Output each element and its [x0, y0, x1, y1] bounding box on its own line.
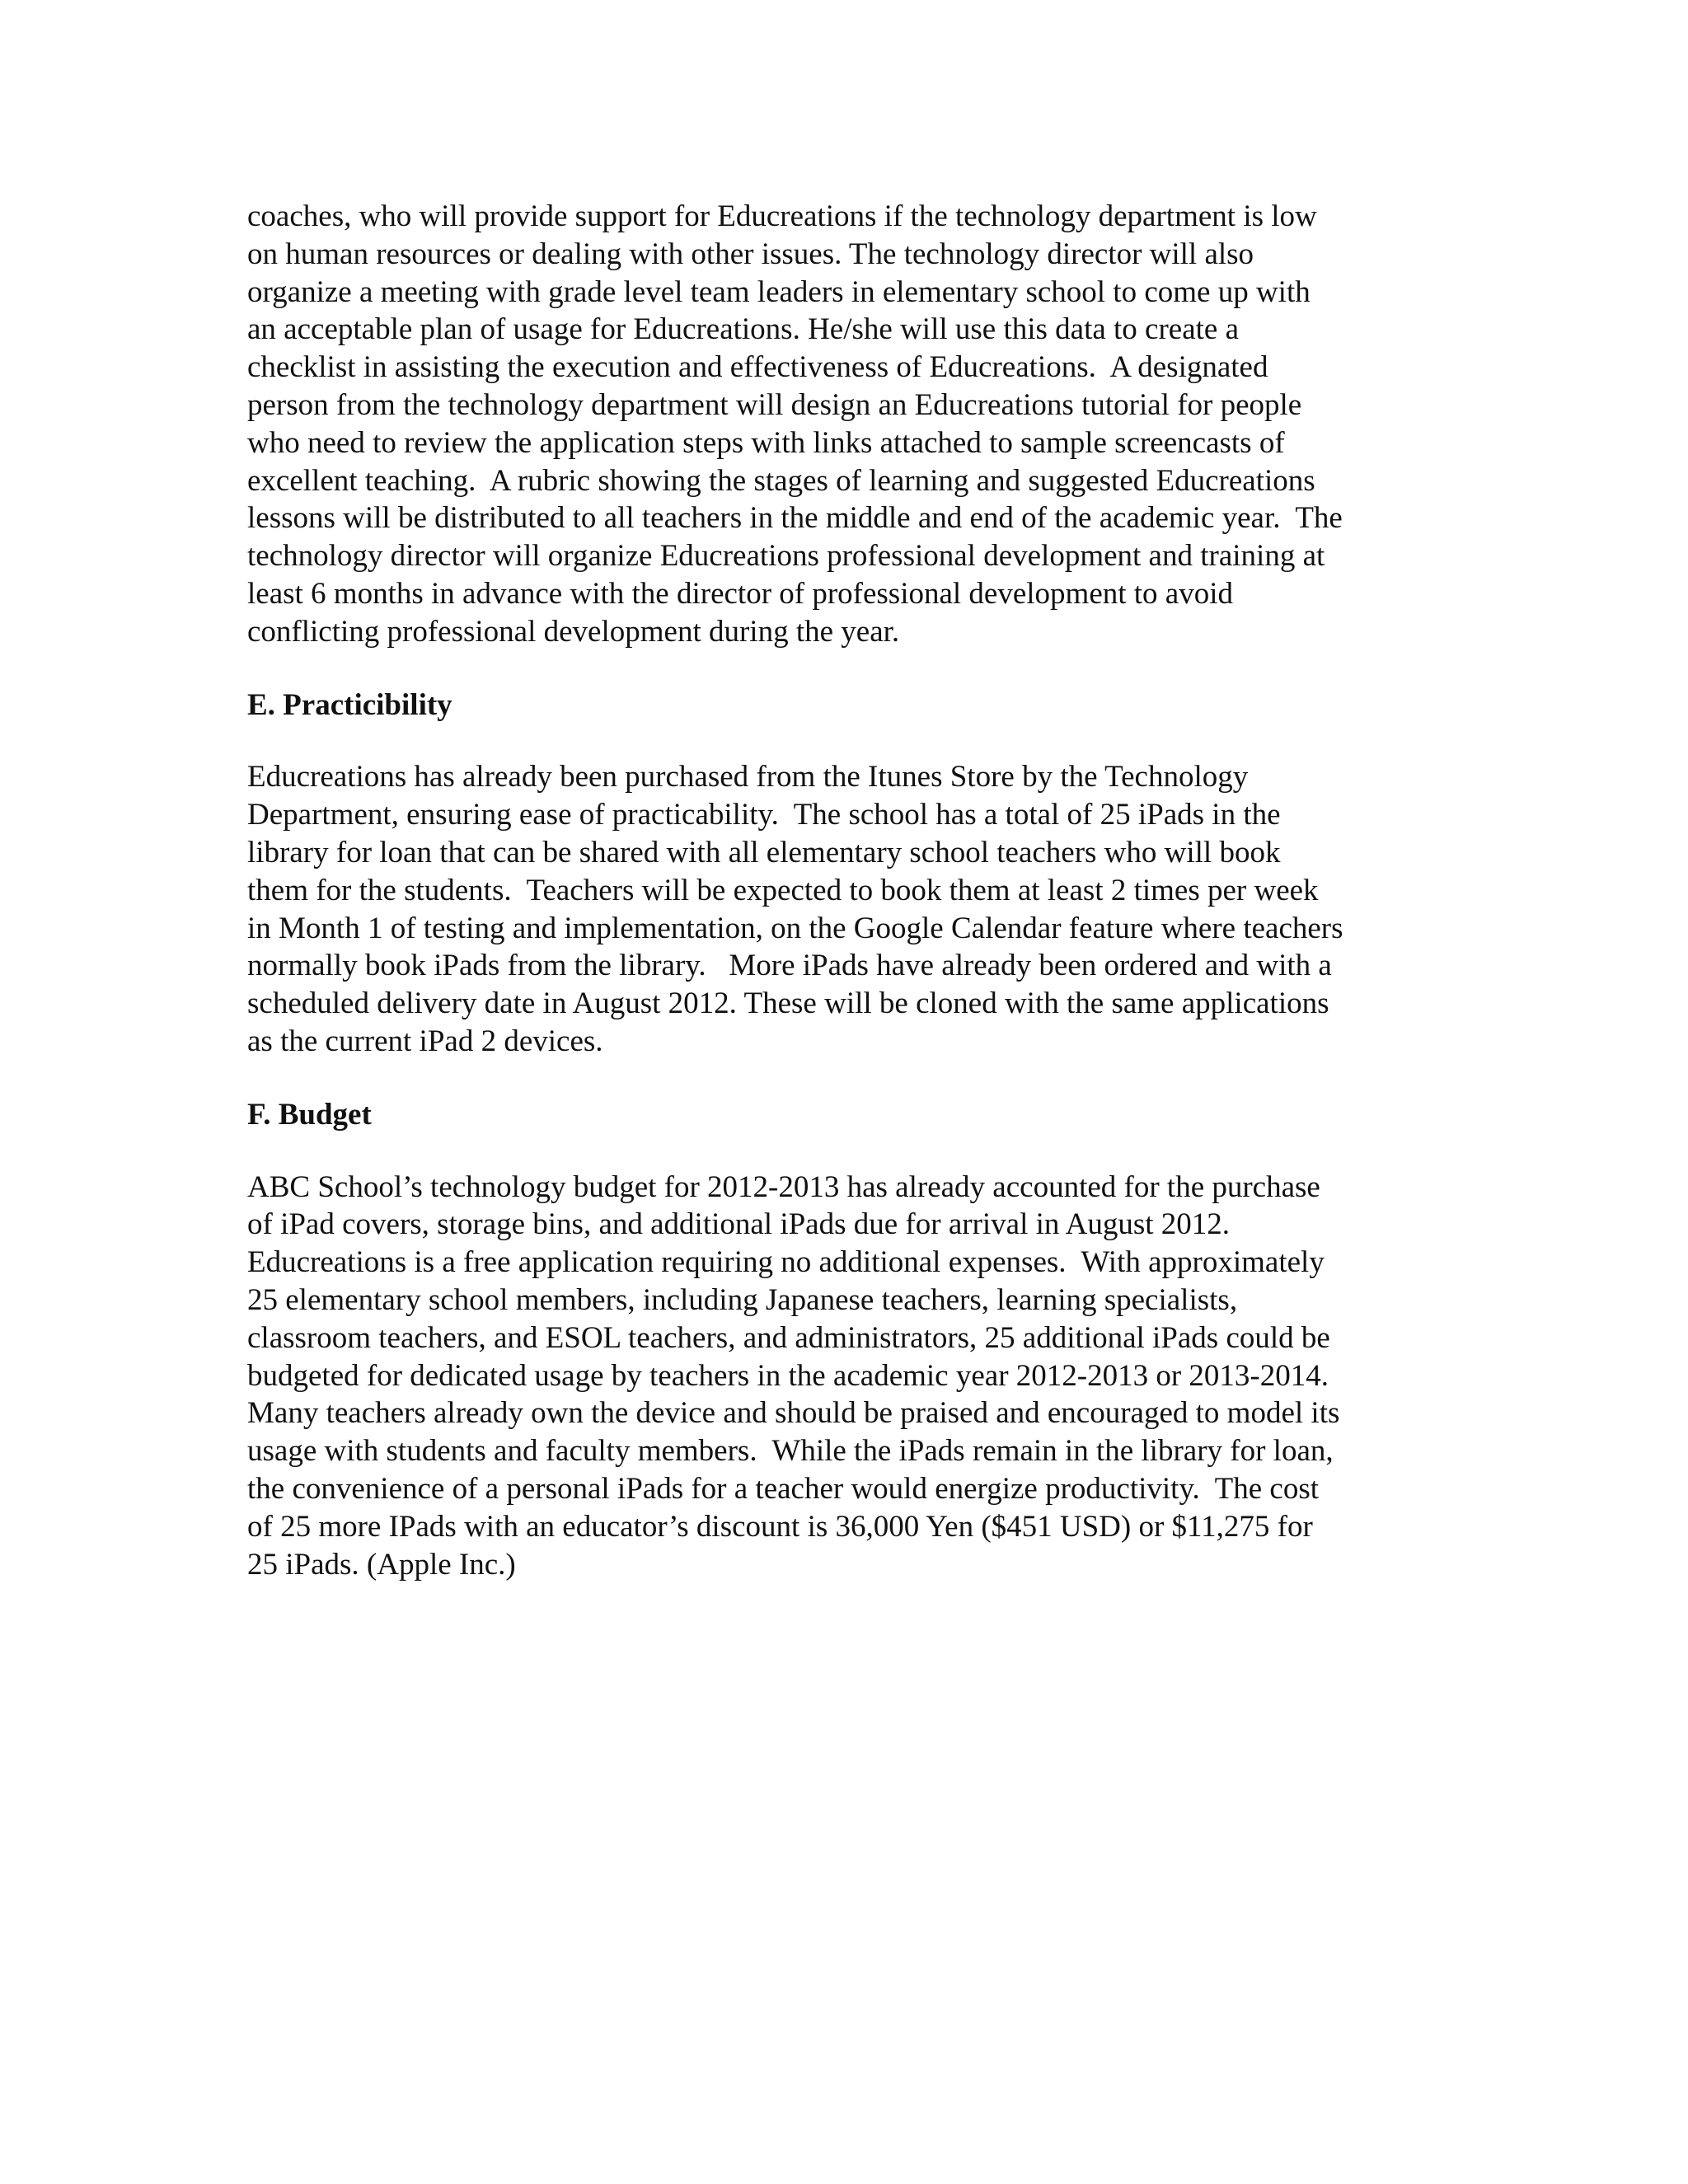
- text-line: excellent teaching. A rubric showing the stages of learning and suggested Educreations: [247, 463, 1315, 498]
- text-line: technology director will organize Educreations professional development and training at: [247, 539, 1325, 574]
- paragraph-budget: [247, 1169, 1451, 1584]
- text-line: who need to review the application steps with links attached to sample screencasts of: [247, 425, 1285, 460]
- text-line: organize a meeting with grade level team leaders in elementary school to come up with: [247, 274, 1311, 309]
- text-line: least 6 months in advance with the director of professional development to avoid: [247, 576, 1234, 611]
- paragraph-practicibility: [247, 758, 1451, 1060]
- section-heading-budget: F. Budget: [247, 1097, 372, 1132]
- text-line: checklist in assisting the execution and effectiveness of Educreations. A designated: [247, 350, 1268, 385]
- text-line: scheduled delivery date in August 2012. These will be cloned with the same applications: [247, 987, 1329, 1021]
- text-line: 25 iPads. (Apple Inc.): [247, 1547, 516, 1582]
- document-body: [247, 198, 1451, 1583]
- text-line: on human resources or dealing with other issues. The technology director will also: [247, 237, 1254, 271]
- text-line: person from the technology department will design an Educreations tutorial for people: [247, 387, 1302, 422]
- text-line: as the current iPad 2 devices.: [247, 1024, 603, 1058]
- text-line: 25 elementary school members, including Japanese teachers, learning specialists,: [247, 1282, 1238, 1317]
- text-line: Educreations is a free application requiring no additional expenses. With approximately: [247, 1245, 1325, 1280]
- text-line: Department, ensuring ease of practicability. The school has a total of 25 iPads in the: [247, 798, 1281, 832]
- text-line: in Month 1 of testing and implementation, on the Google Calendar feature where teachers: [247, 911, 1343, 945]
- text-line: Educreations has already been purchased from the Itunes Store by the Technology: [247, 760, 1249, 794]
- text-line: library for loan that can be shared with all elementary school teachers who will book: [247, 835, 1281, 869]
- section-heading-practicibility: E. Practicibility: [247, 687, 452, 722]
- paragraph-intro: [247, 198, 1451, 651]
- text-line: Many teachers already own the device and should be praised and encouraged to model its: [247, 1396, 1340, 1431]
- text-line: lessons will be distributed to all teachers in the middle and end of the academic year. The: [247, 501, 1343, 536]
- text-line: conflicting professional development during the year.: [247, 614, 900, 649]
- text-line: budgeted for dedicated usage by teachers in the academic year 2012-2013 or 2013-2014.: [247, 1358, 1329, 1393]
- text-line: normally book iPads from the library. More iPads have already been ordered and with a: [247, 949, 1332, 983]
- text-line: them for the students. Teachers will be expected to book them at least 2 times per week: [247, 873, 1319, 907]
- text-line: ABC School’s technology budget for 2012-2013 has already accounted for the purchase: [247, 1169, 1320, 1204]
- text-line: coaches, who will provide support for Educreations if the technology department is low: [247, 199, 1317, 233]
- text-line: an acceptable plan of usage for Educreations. He/she will use this data to create a: [247, 312, 1240, 347]
- text-line: classroom teachers, and ESOL teachers, and administrators, 25 additional iPads could be: [247, 1320, 1330, 1355]
- text-line: usage with students and faculty members. While the iPads remain in the library for loan,: [247, 1434, 1334, 1469]
- text-line: of 25 more IPads with an educator’s discount is 36,000 Yen ($451 USD) or $11,275 for: [247, 1509, 1313, 1544]
- text-line: of iPad covers, storage bins, and additional iPads due for arrival in August 2012.: [247, 1207, 1231, 1242]
- text-line: the convenience of a personal iPads for a teacher would energize productivity. The cost: [247, 1471, 1320, 1506]
